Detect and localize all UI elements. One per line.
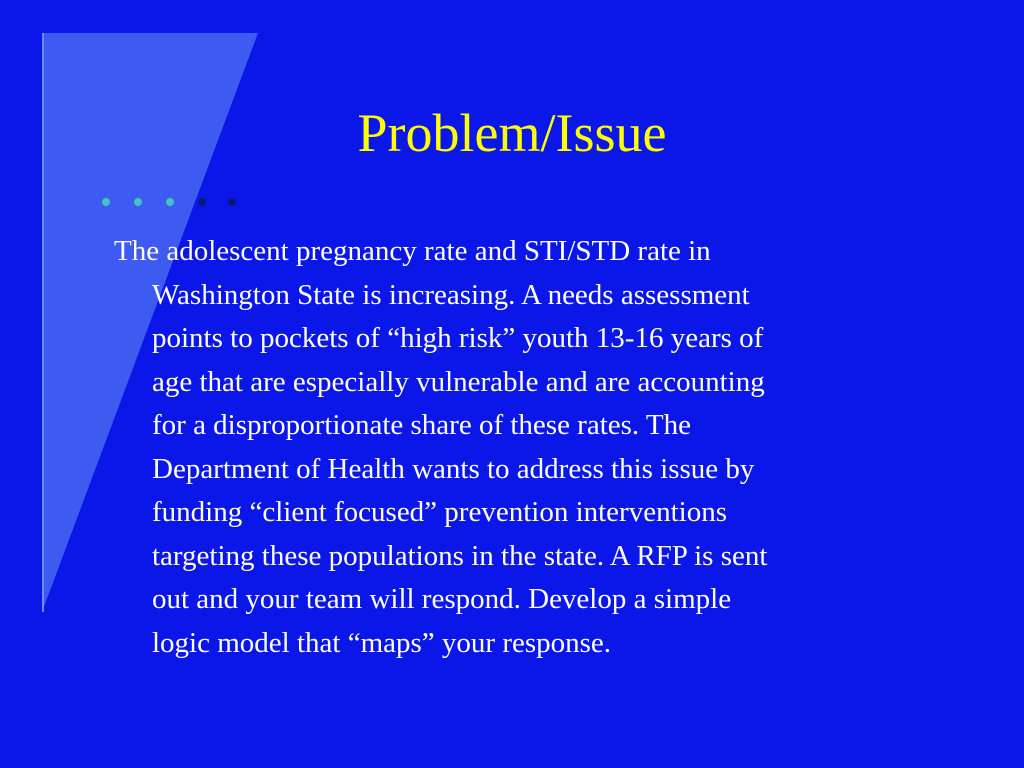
- body-line-7: funding “client focused” prevention interventions: [152, 496, 727, 528]
- slide-body: [114, 230, 1014, 665]
- body-line-9: out and your team will respond. Develop a simple: [152, 583, 732, 615]
- body-line-4: age that are especially vulnerable and are accounting: [152, 365, 765, 398]
- body-line-6: Department of Health wants to address this issue by: [152, 452, 755, 485]
- body-line-2: Washington State is increasing. A needs assessment: [152, 278, 750, 311]
- dot-3: [166, 198, 174, 206]
- dot-2: [134, 198, 142, 206]
- bullet-paragraph: [114, 230, 1014, 665]
- dot-1: [102, 198, 110, 206]
- body-line-5: for a disproportionate share of these rates. The: [152, 409, 691, 441]
- dot-4: [198, 198, 206, 206]
- body-line-8: targeting these populations in the state. A RFP is sent: [152, 539, 768, 572]
- slide-title: Problem/Issue: [357, 103, 667, 163]
- body-line-10: logic model that “maps” your response.: [152, 626, 612, 659]
- body-line-1: The adolescent pregnancy rate and STI/STD rate in: [114, 235, 711, 267]
- dot-5: [228, 198, 236, 206]
- body-line-3: points to pockets of “high risk” youth 13-16 years of: [152, 322, 764, 354]
